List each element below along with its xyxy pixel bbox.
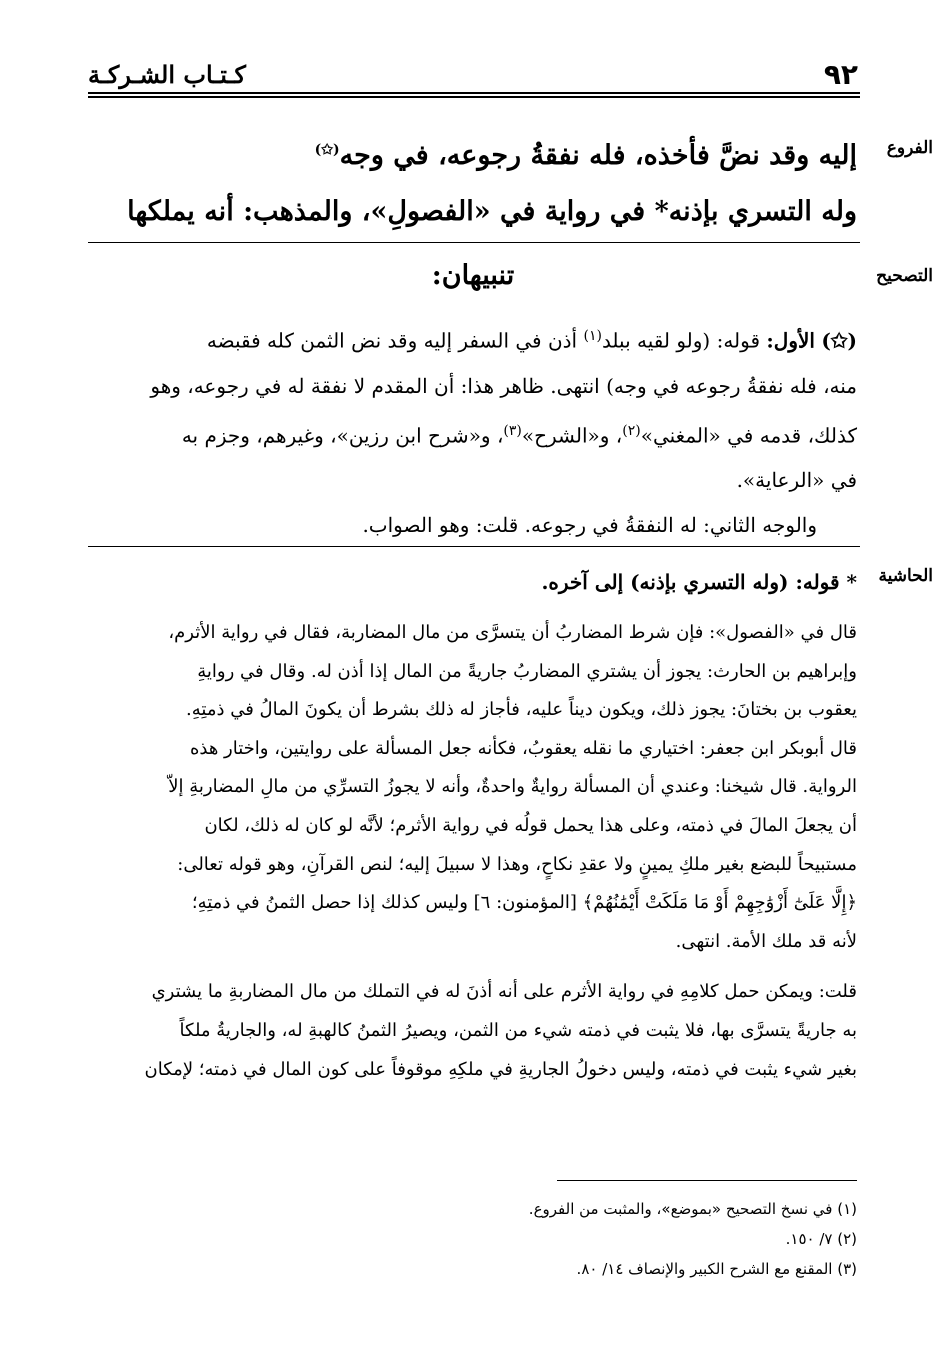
hashiya-p1-line-2: وإبراهيم بن الحارث: يجوز أن يشتري المضاربُ جاريةً من المال إذا أذن له. وقال في روايةِ [197, 660, 857, 682]
tashih-text-3a: كذلك، قدمه في «المغني» [640, 423, 857, 448]
footnote-ref-3: (٣) [503, 422, 522, 439]
footnote-2: (٢) ٧/ ١٥٠. [785, 1230, 857, 1248]
hashiya-p1-line-3: يعقوب بن بختانَ: يجوز ذلك، ويكون ديناً عليه، فأجاز له ذلك بشرط أن يكونَ المالُ في ذمتِهِ. [186, 699, 857, 721]
hashiya-p2-line-1: قلت: ويمكن حمل كلامِهِ في رواية الأثرم على أنه أذنَ له في التملك من مال المضاربةِ ما يشتري [151, 981, 857, 1003]
hashiya-p1-line-9: لأنه قد ملك الأمة. انتهى. [675, 930, 857, 952]
furu-section [87, 122, 857, 240]
header-rule-bottom [88, 96, 860, 98]
footnote-divider [557, 1180, 857, 1181]
hashiya-star: * [846, 570, 857, 594]
tashih-text-3c: ، و«شرح ابن رزين»، وغيرهم، وجزم به [181, 423, 504, 448]
hashiya-p2-line-2: به جاريةً يتسرَّى بها، فلا يثبت في ذمته شيء من الثمن، ويصيرُ الثمنُ كالهبةِ له، والجاريةُ ملكاً [179, 1019, 857, 1041]
margin-marker-furu: الفروع [886, 138, 933, 158]
tashih-note-mark: (✩) [821, 328, 857, 353]
tashih-line-2: منه، فله نفقةُ رجوعه في وجه) انتهى. ظاهر هذا: أن المقدم لا نفقة له في رجوعه، وهو [150, 373, 857, 398]
footnote-3: (٣) المقنع مع الشرح الكبير والإنصاف ١٤/ ٨٠. [576, 1260, 857, 1278]
hashiya-p1-line-5: الرواية. قال شيخنا: وعندي أن المسألة روايةٌ واحدةٌ، وأنه لا يجوزُ التسرِّي من مالِ المضاربةِ إلاّ [168, 776, 857, 798]
tashih-line-3 [87, 409, 857, 459]
tashih-text-1a: قوله: (ولو لقيه ببلد [601, 328, 761, 353]
hashiya-p1-line-6: أن يجعلَ المالَ في ذمته، وعلى هذا يحمل قولُه في رواية الأثرم؛ لأنَّه لو كان له ذلك، لكان [204, 814, 857, 836]
hashiya-p1-line-8: ﴿إِلَّا عَلَىٰٓ أَزْوَٰجِهِمْ أَوْ مَا مَلَكَتْ أَيْمَٰنُهُمْ﴾ [المؤمنون: ٦] وليس كذلك إذا حصل الثمنُ في ذمتِهِ؛ [191, 892, 857, 914]
footnote-1: (١) في نسخ التصحيح «بموضع»، والمثبت من الفروع. [528, 1200, 857, 1218]
page-header [88, 58, 858, 92]
hashiya-p1-line-7: مستبيحاً للبضع بغير ملكِ يمينٍ ولا عقدِ نكاحٍ، وهذا لا سبيلَ إليه؛ لنص القرآنِ، وهو قوله تعالى: [177, 853, 857, 875]
hashiya-section [87, 562, 857, 1089]
footnote-ref-1: (١) [583, 328, 602, 344]
tashih-line-4: في «الرعاية». [736, 468, 857, 493]
section-divider-2 [88, 546, 860, 547]
footnote-ref-2: (٢) [622, 422, 641, 439]
tashih-section [87, 314, 857, 548]
tanbih-title: تنبيهان: [431, 260, 515, 291]
hashiya-p2-line-3: بغير شيء يثبت في ذمته، وليس دخولُ الجاريةِ في ملكِهِ موقوفاً على كون المال في ذمته؛ لإمكان [144, 1058, 857, 1080]
tashih-line-1: (✩) الأول: قوله: (ولو لقيه ببلد$^{(١)}$ أذن في السفر إليه وقد نض الثمن كله فقبضه [206, 328, 857, 353]
book-title: كـتـاب الشـركـة [88, 60, 246, 89]
tashih-text-1b: أذن في السفر إليه وقد نض الثمن كله فقبضه [206, 328, 578, 353]
furu-line-2: وله التسري بإذنه* في رواية في «الفصولِ»، والمذهب: أنه يملكها [127, 196, 857, 227]
furu-line-1 [87, 122, 857, 184]
hashiya-head-text: قوله: (وله التسري بإذنه) إلى آخره. [541, 570, 840, 594]
tashih-line-5: والوجه الثاني: له النفقةُ في رجوعه. قلت: وهو الصواب. [362, 513, 817, 538]
section-divider-1 [88, 242, 860, 243]
page-number: ٩٢ [823, 58, 858, 91]
footnotes [87, 1194, 857, 1284]
header-rule-top [88, 92, 860, 94]
furu-text-1: إليه وقد نضَّ فأخذه، فله نفقةُ رجوعه، في وجه [339, 140, 857, 171]
tashih-first-label: الأول [773, 328, 815, 353]
tashih-text-3b: ، و«الشرح» [521, 423, 623, 448]
furu-star-note: (✩) [314, 142, 340, 158]
hashiya-p1-line-1: قال في «الفصول»: فإن شرط المضاربُ أن يتسرَّى من مال المضاربة، فقال في رواية الأثرم، [168, 622, 857, 643]
hashiya-heading [87, 562, 857, 602]
hashiya-p1-line-4: قال أبوبكر ابن جعفر: اختياري ما نقله يعقوبُ، فكأنه جعل المسألة على روايتين، واختار هذه [189, 737, 857, 759]
margin-marker-hashiya: الحاشية [878, 566, 933, 586]
margin-marker-tashih: التصحيح [876, 266, 933, 286]
